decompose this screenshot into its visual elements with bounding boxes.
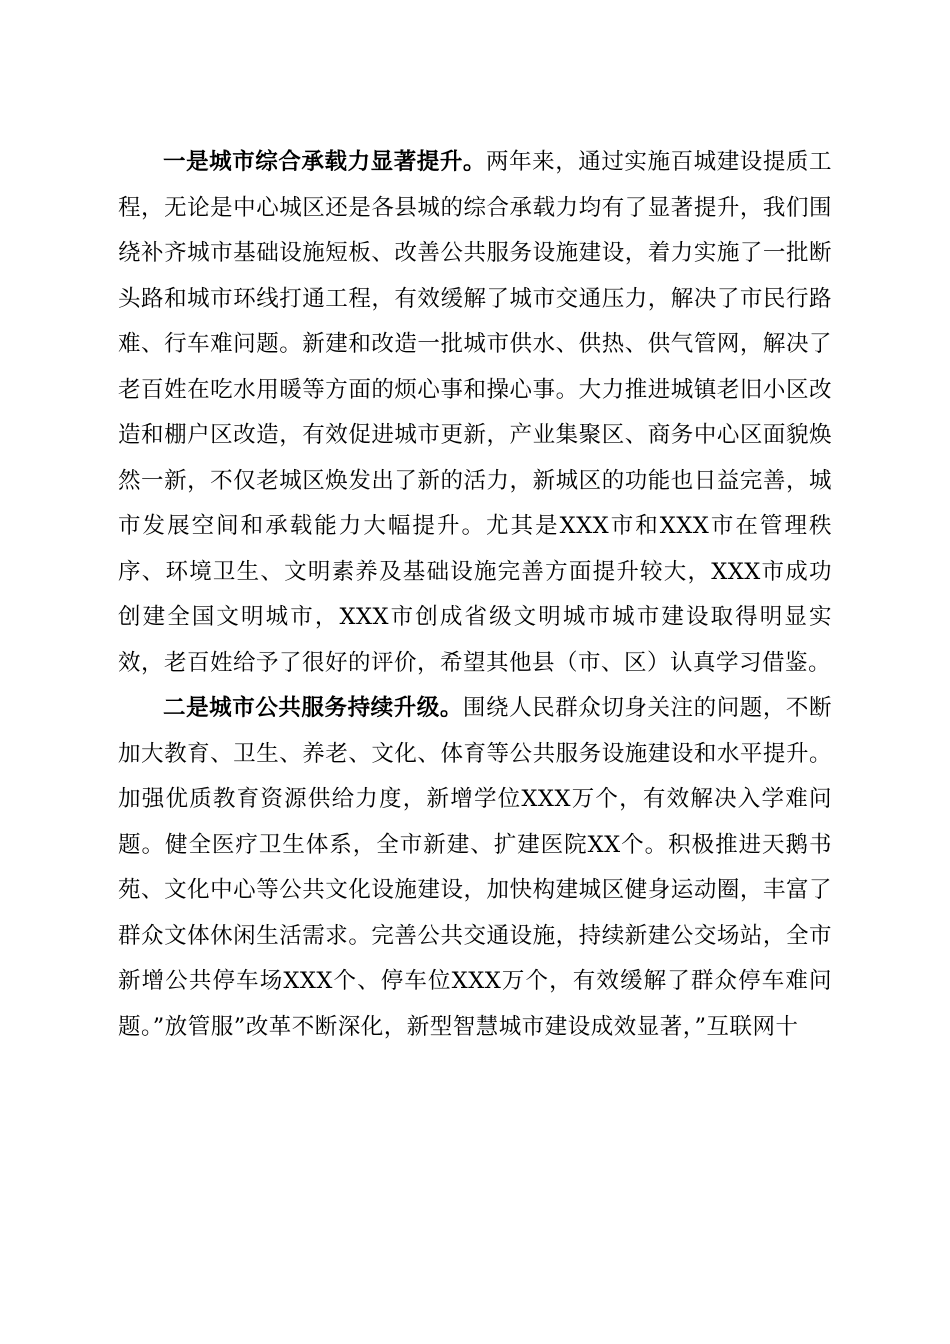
paragraph-body: 两年来，通过实施百城建设提质工程，无论是中心城区还是各县城的综合承载力均有了显著提升，我们围绕补齐城市基础设施短板、改善公共服务设施建设，着力实施了一批断头路和城市环线打通工程，有效缓解了城市交通压力，解决了市民行路难、行车难问题。新建和改造一批城市供水、供热、供气管网，解决了老百姓在吃水用暖等方面的烦心事和操心事。大力推进城镇老旧小区改造和棚户区改造，有效促进城市更新，产业集聚区、商务中心区面貌焕然一新，不仅老城区焕发出了新的活力，新城区的功能也日益完善，城市发展空间和承载能力大幅提升。尤其是XXX市和XXX市在管理秩序、环境卫生、文明素养及基础设施完善方面提升较大，XXX市成功创建全国文明城市，XXX市创成省级文明城市城市建设取得明显实效，老百姓给予了很好的评价，希望其他县（市、区）认真学习借鉴。: [118, 149, 832, 676]
paragraph-body: 围绕人民群众切身关注的问题，不断加大教育、卫生、养老、文化、体育等公共服务设施建设和水平提升。加强优质教育资源供给力度，新增学位XXX万个，有效解决入学难问题。健全医疗卫生体系，全市新建、扩建医院XX个。积极推进天鹅书苑、文化中心等公共文化设施建设，加快构建城区健身运动圈，丰富了群众文体休闲生活需求。完善公共交通设施，持续新建公交场站，全市新增公共停车场XXX个、停车位XXX万个，有效缓解了群众停车难问题。”放管服”改革不断深化，新型智慧城市建设成效显著，”互联网十: [118, 695, 832, 1040]
paragraph-lead: 二是城市公共服务持续升级。: [163, 695, 463, 721]
paragraph-urban-capacity: [118, 140, 832, 686]
paragraph-lead: 一是城市综合承载力显著提升。: [163, 149, 486, 175]
document-page: [118, 140, 832, 1050]
paragraph-public-services: [118, 686, 832, 1050]
